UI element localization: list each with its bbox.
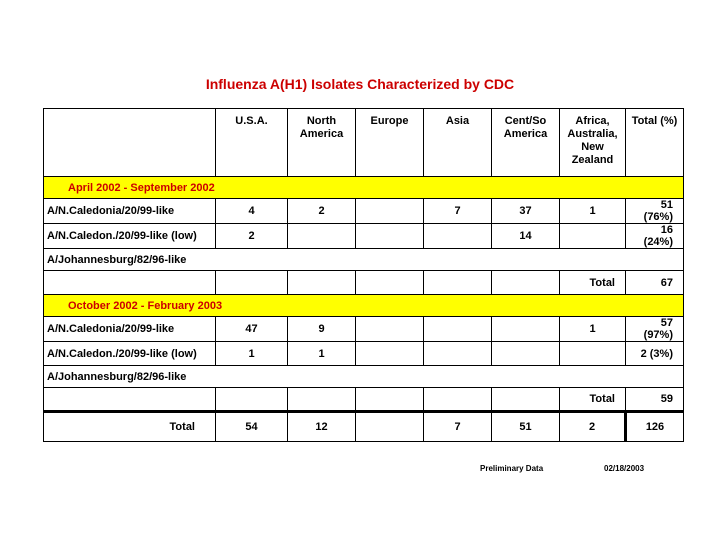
cell-total: 51 (76%) (626, 199, 684, 224)
footer-date: 02/18/2003 (604, 464, 645, 473)
cell-value: 14 (492, 224, 560, 249)
header-total-percent: Total (%) (626, 109, 684, 177)
page-title: Influenza A(H1) Isolates Characterized by CDC (205, 76, 515, 92)
grand-total-row (44, 412, 684, 442)
cell-value (492, 342, 560, 366)
header-cent-so-america: Cent/So America (492, 109, 560, 177)
subtotal-label: Total (560, 271, 626, 295)
cell-value (424, 342, 492, 366)
cell-value: 2 (216, 224, 288, 249)
header-europe: Europe (356, 109, 424, 177)
cell-value (356, 342, 424, 366)
cell-value (424, 317, 492, 342)
cell-value: 2 (288, 199, 356, 224)
cell-value: 1 (216, 342, 288, 366)
header-asia: Asia (424, 109, 492, 177)
cell-value: 37 (492, 199, 560, 224)
header-usa: U.S.A. (216, 109, 288, 177)
subtotal-value: 59 (626, 388, 684, 412)
strain-name: A/N.Caledon./20/99-like (low) (44, 342, 216, 366)
strain-name: A/N.Caledonia/20/99-like (44, 317, 216, 342)
isolates-table (43, 108, 684, 442)
grand-total-label: Total (44, 412, 216, 442)
grand-total-north-america: 12 (288, 412, 356, 442)
grand-total-asia: 7 (424, 412, 492, 442)
period-label: April 2002 - September 2002 (44, 177, 684, 199)
cell-value (356, 317, 424, 342)
cell-value (492, 317, 560, 342)
cell-value: 7 (424, 199, 492, 224)
cell-total: 57 (97%) (626, 317, 684, 342)
table-row (44, 224, 684, 249)
cell-value: 47 (216, 317, 288, 342)
cell-total: 2 (3%) (626, 342, 684, 366)
strain-name: A/N.Caledonia/20/99-like (44, 199, 216, 224)
strain-name: A/N.Caledon./20/99-like (low) (44, 224, 216, 249)
cell-value (356, 224, 424, 249)
cell-value: 1 (560, 317, 626, 342)
subtotal-row (44, 271, 684, 295)
period-row-2 (44, 295, 684, 317)
header-blank (44, 109, 216, 177)
subtotal-row (44, 388, 684, 412)
cell-value: 9 (288, 317, 356, 342)
cell-value (424, 224, 492, 249)
table-row (44, 249, 684, 271)
cell-value (356, 199, 424, 224)
period-label: October 2002 - February 2003 (44, 295, 684, 317)
grand-total-europe (356, 412, 424, 442)
table-row (44, 366, 684, 388)
subtotal-label: Total (560, 388, 626, 412)
cell-total: 16 (24%) (626, 224, 684, 249)
header-north-america: North America (288, 109, 356, 177)
table-row (44, 199, 684, 224)
header-row (44, 109, 684, 177)
cell-value (560, 342, 626, 366)
cell-value (560, 224, 626, 249)
cell-value: 1 (288, 342, 356, 366)
cell-value: 1 (560, 199, 626, 224)
table-row (44, 317, 684, 342)
grand-total-all: 126 (626, 412, 684, 442)
grand-total-cent-so-america: 51 (492, 412, 560, 442)
cell-value (288, 224, 356, 249)
subtotal-value: 67 (626, 271, 684, 295)
grand-total-usa: 54 (216, 412, 288, 442)
grand-total-africa: 2 (560, 412, 626, 442)
table-row (44, 342, 684, 366)
strain-name: A/Johannesburg/82/96-like (44, 366, 684, 388)
cell-value: 4 (216, 199, 288, 224)
footer-note: Preliminary Data (480, 464, 544, 473)
period-row-1 (44, 177, 684, 199)
header-africa-australia-nz: Africa, Australia, New Zealand (560, 109, 626, 177)
strain-name: A/Johannesburg/82/96-like (44, 249, 684, 271)
